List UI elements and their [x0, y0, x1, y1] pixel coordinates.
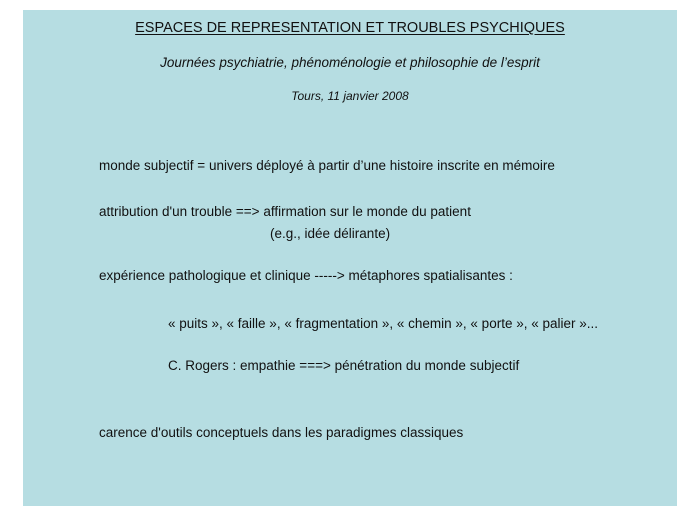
slide-line-conceptual-tools: carence d'outils conceptuels dans les paradigmes classiques	[99, 425, 464, 440]
slide-line-rogers: C. Rogers : empathie ===> pénétration du monde subjectif	[168, 358, 520, 373]
slide-line-attribution: attribution d'un trouble ==> affirmation sur le monde du patient	[99, 204, 471, 219]
slide-title: ESPACES DE REPRESENTATION ET TROUBLES PSYCHIQUES	[135, 20, 565, 36]
slide-line-pathological-experience: expérience pathologique et clinique -----> métaphores spatialisantes :	[99, 268, 513, 283]
slide-line-subjective-world: monde subjectif = univers déployé à partir d’une histoire inscrite en mémoire	[99, 158, 555, 173]
slide-line-example: (e.g., idée délirante)	[270, 226, 391, 241]
slide-subtitle: Journées psychiatrie, phénoménologie et philosophie de l’esprit	[160, 55, 540, 70]
slide-line-metaphors: « puits », « faille », « fragmentation », « chemin », « porte », « palier »...	[168, 316, 599, 331]
slide-place-date: Tours, 11 janvier 2008	[291, 89, 409, 103]
slide	[23, 10, 677, 506]
